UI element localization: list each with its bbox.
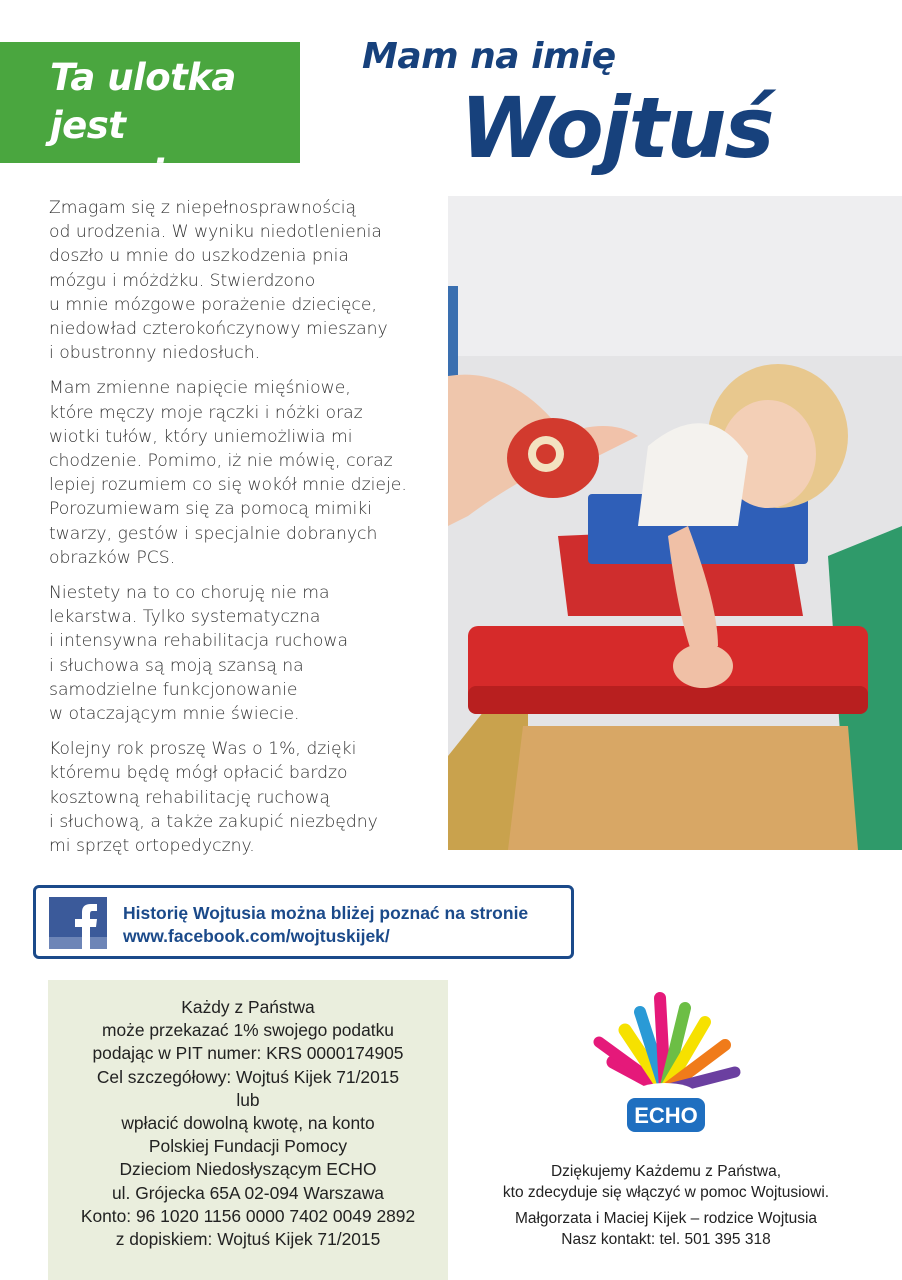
donation-line: z dopiskiem: Wojtuś Kijek 71/2015	[115, 1229, 381, 1250]
facebook-link[interactable]: www.facebook.com/wojtuskijek/	[123, 926, 390, 946]
thanks-text	[460, 1161, 872, 1250]
parents-signature: Małgorzata i Maciej Kijek – rodzice Wojtusia	[514, 1210, 818, 1227]
heading-name: Wojtuś	[460, 79, 773, 177]
intro-banner	[0, 42, 300, 195]
thanks-line-2: kto zdecyduje się włączyć w pomoc Wojtusiowi.	[502, 1184, 830, 1201]
donation-line: lub	[236, 1089, 260, 1110]
donation-line: Każdy z Państwa	[181, 997, 315, 1017]
donation-line: Dzieciom Niedosłyszącym ECHO	[119, 1159, 377, 1180]
donation-line: wpłacić dowolną kwotę, na konto	[121, 1113, 375, 1134]
child-photo	[448, 196, 902, 850]
donation-line: może przekazać 1% swojego podatku	[102, 1020, 394, 1041]
facebook-caption: Historię Wojtusia można bliżej poznać na stronie	[123, 903, 529, 923]
story-paragraph-4: Kolejny rok proszę Was o 1%, dzięki któremu będę mógł opłacić bardzo kosztowną rehabilitację ruchową i słuchową, a także zakupić niezbędny mi sprzęt ortopedyczny.	[49, 739, 378, 857]
thanks-line-1: Dziękujemy Każdemu z Państwa,	[550, 1163, 781, 1180]
facebook-icon[interactable]	[49, 897, 107, 949]
donation-line: Konto: 96 1020 1156 0000 7402 0049 2892	[80, 1205, 416, 1226]
story-text	[49, 196, 419, 869]
donation-line: Polskiej Fundacji Pomocy	[148, 1136, 348, 1157]
heading-intro: Mam na imię	[362, 36, 616, 77]
facebook-box[interactable]	[33, 885, 574, 959]
donation-panel	[48, 980, 448, 1280]
story-paragraph-3: Niestety na to co choruję nie ma lekarstwa. Tylko systematyczna i intensywna rehabilitacja ruchowa i słuchowa są moją szansą na samodzielne funkcjonowanie w otaczającym mnie świecie.	[49, 583, 349, 725]
banner-line-2: o mnie.	[50, 152, 202, 195]
donation-line: ul. Grójecka 65A 02-094 Warszawa	[112, 1182, 384, 1203]
echo-logo	[585, 990, 745, 1140]
donation-line: Cel szczegółowy: Wojtuś Kijek 71/2015	[96, 1066, 400, 1087]
contact-phone: Nasz kontakt: tel. 501 395 318	[561, 1231, 771, 1248]
echo-logo-text: ECHO	[634, 1103, 698, 1128]
donation-line: podając w PIT numer: KRS 0000174905	[92, 1043, 404, 1064]
story-paragraph-2: Mam zmienne napięcie mięśniowe, które męczy moje rączki i nóżki oraz wiotki tułów, który uniemożliwia mi chodzenie. Pomimo, iż nie mówię, coraz lepiej rozumiem co się wokół mnie dzieje. Porozumiewam się za pomocą mimiki twarzy, gestów i specjalnie dobranych obrazków PCS.	[49, 378, 407, 568]
facebook-text	[123, 902, 528, 948]
banner-line-1: Ta ulotka jest	[50, 56, 236, 147]
story-paragraph-1: Zmagam się z niepełnosprawnością od urodzenia. W wyniku niedotlenienia doszło u mnie do uszkodzenia pnia mózgu i móżdżku. Stwierdzono u mnie mózgowe porażenie dziecięce, niedowład czterokończynowy mieszany i obustronny niedosłuch.	[49, 198, 388, 364]
